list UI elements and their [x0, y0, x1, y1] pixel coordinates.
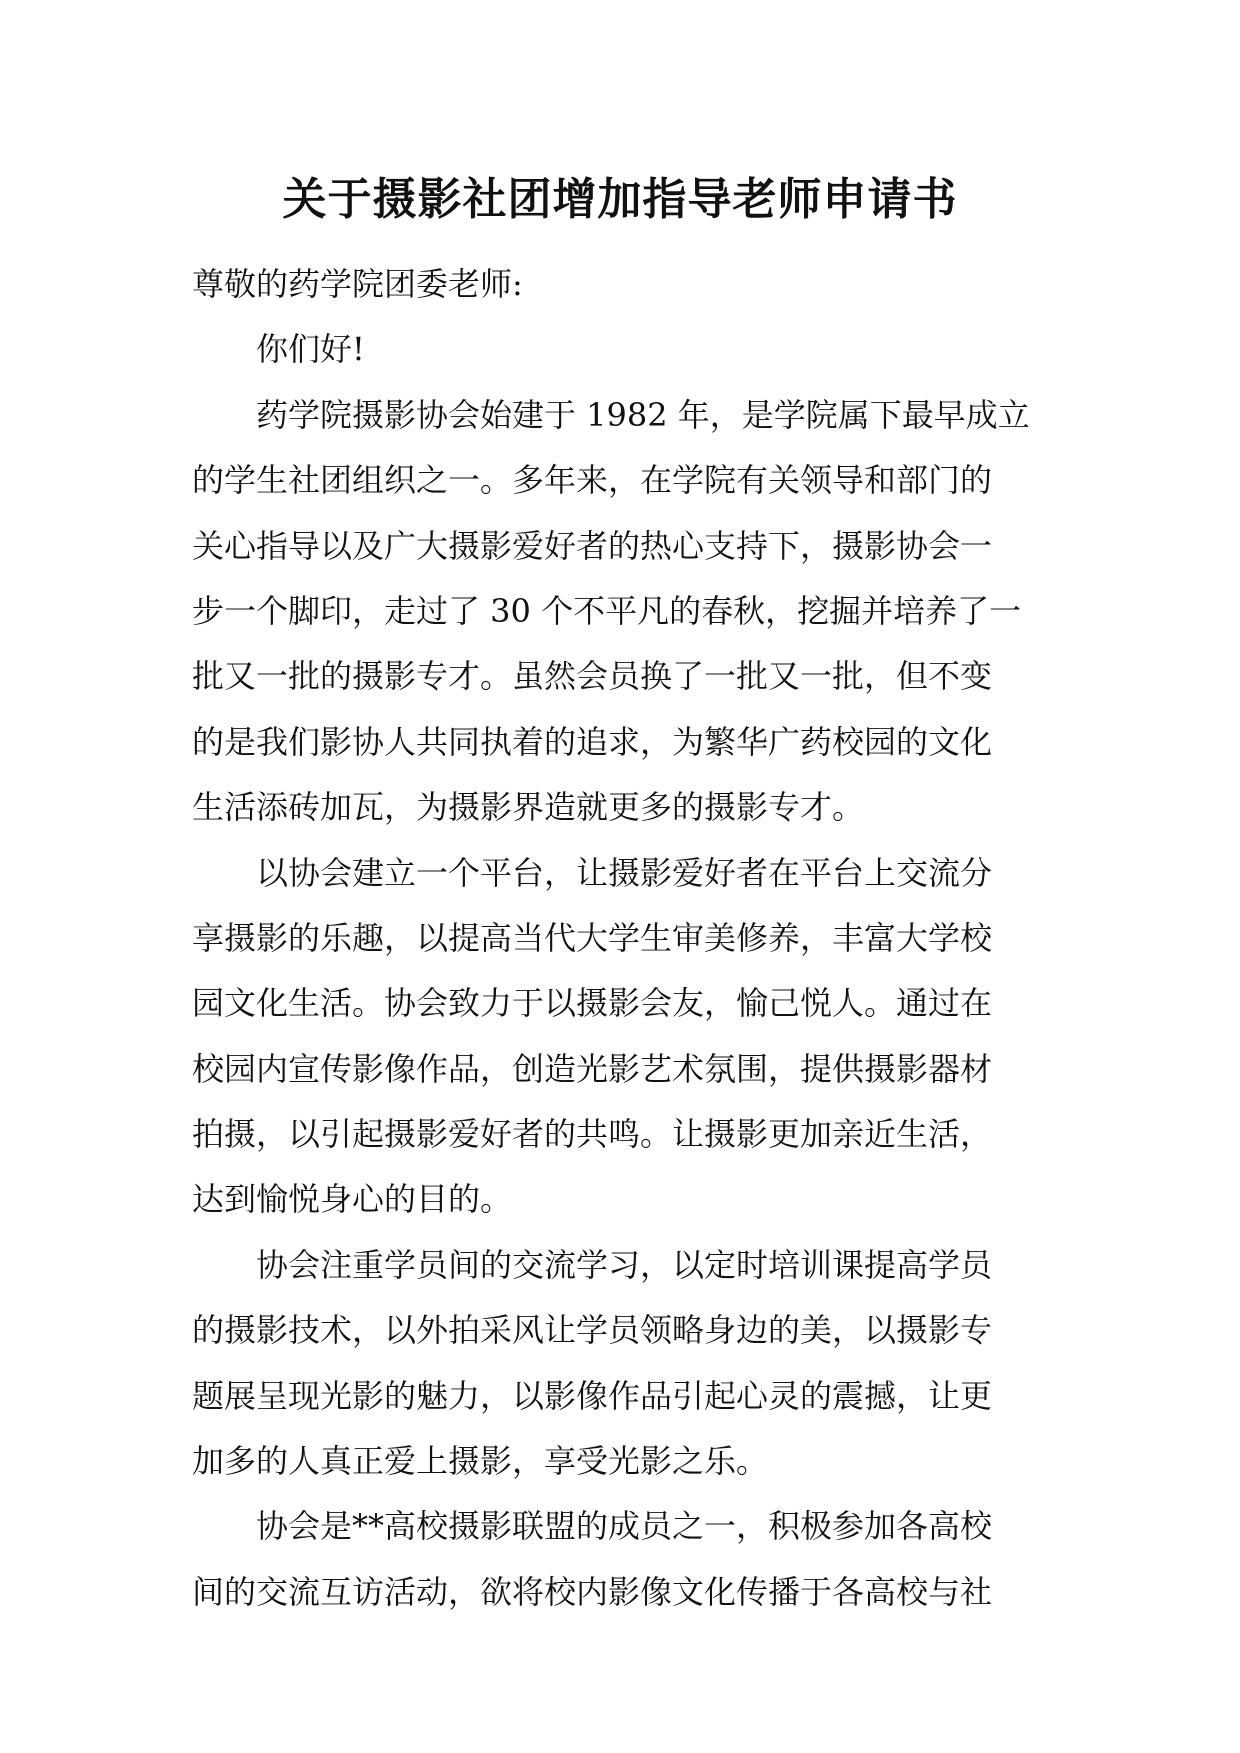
body-line: 的学生社团组织之一。多年来，在学院有关领导和部门的 — [192, 461, 993, 500]
body-line: 拍摄，以引起摄影爱好者的共鸣。让摄影更加亲近生活， — [192, 1115, 993, 1154]
body-line: 以协会建立一个平台，让摄影爱好者在平台上交流分 — [256, 853, 993, 892]
body-line: 享摄影的乐趣，以提高当代大学生审美修养，丰富大学校 — [192, 918, 993, 957]
body-line: 达到愉悦身心的目的。 — [192, 1180, 513, 1219]
body-line: 你们好! — [256, 330, 365, 369]
body-line: 题展呈现光影的魅力，以影像作品引起心灵的震撼，让更 — [192, 1376, 993, 1415]
body-line: 关心指导以及广大摄影爱好者的热心支持下，摄影协会一 — [192, 526, 993, 565]
body-line: 批又一批的摄影专才。虽然会员换了一批又一批，但不变 — [192, 657, 993, 696]
body-line: 协会注重学员间的交流学习，以定时培训课提高学员 — [256, 1245, 993, 1284]
body-line: 协会是**高校摄影联盟的成员之一，积极参加各高校 — [256, 1507, 993, 1546]
body-line: 园文化生活。协会致力于以摄影会友，愉己悦人。通过在 — [192, 984, 993, 1023]
body-line: 的是我们影协人共同执着的追求，为繁华广药校园的文化 — [192, 722, 993, 761]
body-line: 校园内宣传影像作品，创造光影艺术氛围，提供摄影器材 — [192, 1049, 993, 1088]
document-title: 关于摄影社团增加指导老师申请书 — [282, 174, 958, 225]
body-line: 生活添砖加瓦，为摄影界造就更多的摄影专才。 — [192, 788, 865, 827]
body-line: 药学院摄影协会始建于 1982 年，是学院属下最早成立 — [256, 395, 1030, 434]
body-line: 加多的人真正爱上摄影，享受光影之乐。 — [192, 1442, 769, 1481]
body-line: 间的交流互访活动，欲将校内影像文化传播于各高校与社 — [192, 1572, 993, 1611]
document-body — [192, 252, 1052, 1625]
body-line: 的摄影技术，以外拍采风让学员领略身边的美，以摄影专 — [192, 1311, 993, 1350]
salutation: 尊敬的药学院团委老师: — [192, 265, 523, 303]
body-line: 步一个脚印，走过了 30 个不平凡的春秋，挖掘并培养了一 — [192, 591, 1022, 630]
